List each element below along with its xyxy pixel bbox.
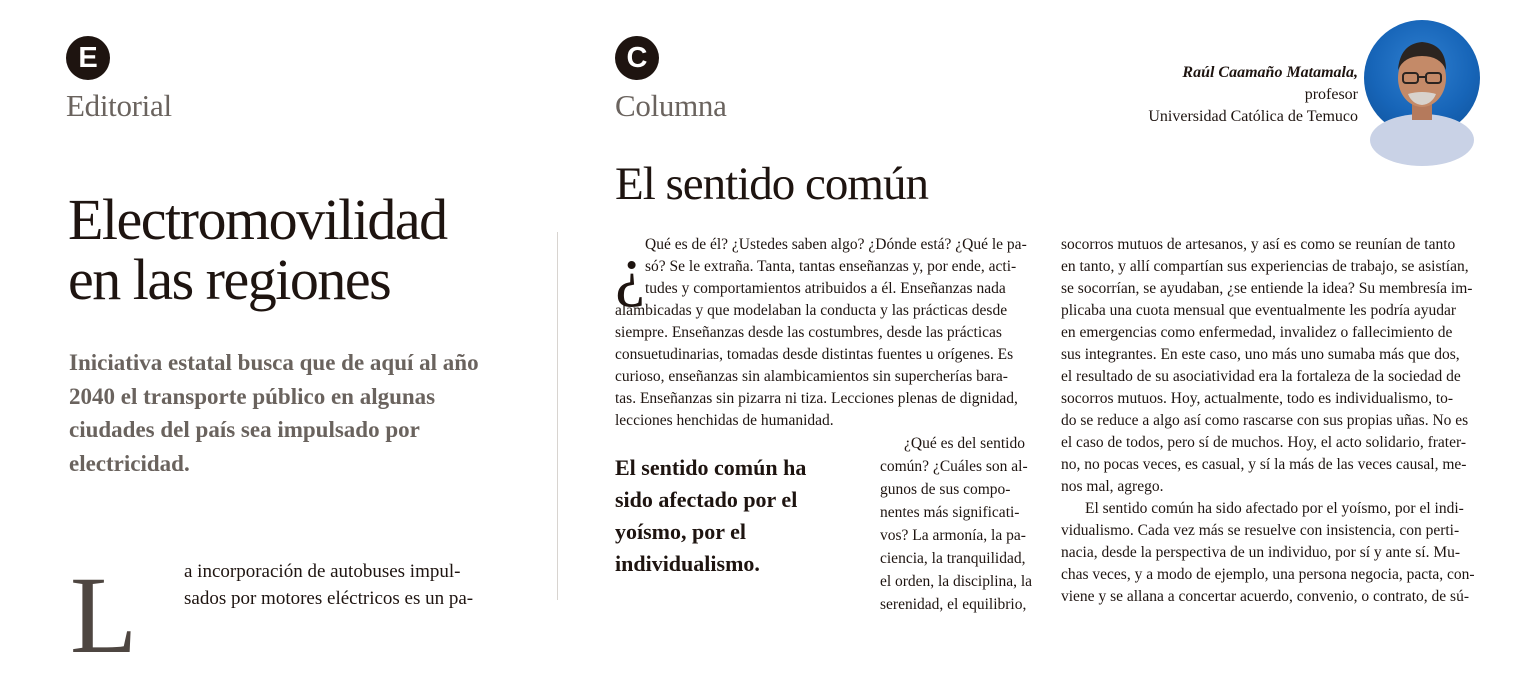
- narrow-line: común? ¿Cuáles son al-: [880, 458, 1028, 475]
- right-line: plicaba una cuota mensual que eventualmente les podría ayudar: [1061, 302, 1457, 319]
- column-divider: [557, 232, 558, 600]
- column-intro-text: [645, 234, 1032, 300]
- author-portrait-icon: [1364, 20, 1480, 136]
- author-avatar: [1364, 20, 1480, 136]
- right-line: el resultado de su asociatividad era la fortaleza de la sociedad de: [1061, 368, 1461, 385]
- body-line: consuetudinarias, tomadas desde distintas fuentes u orígenes. Es: [615, 346, 1014, 363]
- intro-line: tudes y comportamientos atribuidos a él. Enseñanzas nada: [645, 280, 1006, 297]
- narrow-line: nentes más significati-: [880, 504, 1020, 521]
- subhead-line: ciudades del país sea impulsado por: [69, 417, 420, 442]
- narrow-line: ¿Qué es del sentido: [904, 435, 1025, 452]
- pull-quote-line: individualismo.: [615, 551, 760, 576]
- editorial-badge: E: [66, 36, 110, 80]
- subhead-line: Iniciativa estatal busca que de aquí al año: [69, 350, 479, 375]
- headline-line: en las regiones: [68, 247, 391, 312]
- right-line: se socorrían, se ayudaban, ¿se entiende la idea? Su membresía im-: [1061, 280, 1473, 297]
- author-affiliation: Universidad Católica de Temuco: [1148, 108, 1358, 125]
- lead-line: a incorporación de autobuses impul-: [184, 561, 461, 582]
- body-line: siempre. Enseñanzas desde las costumbres, desde las prácticas: [615, 324, 1002, 341]
- subhead-line: electricidad.: [69, 450, 190, 476]
- lead-line: sados por motores eléctricos es un pa-: [184, 588, 474, 609]
- body-line: tas. Enseñanzas sin pizarra ni tiza. Lecciones plenas de dignidad,: [615, 390, 1018, 407]
- body-line: lecciones henchidas de humanidad.: [615, 412, 834, 429]
- right-line: el caso de todos, pero sí de muchos. Hoy, el acto solidario, frater-: [1061, 434, 1467, 451]
- body-line: alambicadas y que modelaban la conducta y las prácticas desde: [615, 302, 1008, 319]
- right-line: sus integrantes. En este caso, uno más uno sumaba más que dos,: [1061, 346, 1460, 363]
- subhead-line: 2040 el transporte público en algunas: [69, 383, 436, 409]
- pull-quote: [615, 452, 850, 580]
- narrow-line: el orden, la disciplina, la: [880, 573, 1032, 590]
- column-right-text: [1061, 234, 1479, 608]
- column-drop-glyph: ¿: [615, 232, 646, 308]
- column-body-text-a: [615, 300, 1032, 432]
- narrow-line: gunos de sus compo-: [880, 481, 1011, 498]
- right-line: no, no pocas veces, es casual, y sí la más de las veces causal, me-: [1061, 456, 1467, 473]
- narrow-line: vos? La armonía, la pa-: [880, 527, 1026, 544]
- column-badge: C: [615, 36, 659, 80]
- column-narrow-text: [880, 432, 1032, 616]
- pull-quote-line: El sentido común ha: [615, 455, 807, 480]
- intro-line: só? Se le extraña. Tanta, tantas enseñanzas y, por ende, acti-: [645, 258, 1017, 275]
- right-line: chas veces, y a modo de ejemplo, una persona negocia, pacta, con-: [1061, 566, 1475, 583]
- editorial-dropcap: L: [70, 554, 138, 676]
- section-label-column: Columna: [615, 88, 727, 123]
- right-line: nacia, desde la perspectiva de un individuo, por sí y ante sí. Mu-: [1061, 544, 1461, 561]
- author-byline: [1148, 62, 1358, 128]
- narrow-line: serenidad, el equilibrio,: [880, 596, 1027, 613]
- editorial-lead-text: [184, 558, 524, 612]
- right-line: El sentido común ha sido afectado por el yoísmo, por el indi-: [1085, 500, 1464, 517]
- editorial-subhead: [69, 346, 539, 480]
- intro-line: Qué es de él? ¿Ustedes saben algo? ¿Dónde está? ¿Qué le pa-: [645, 236, 1027, 253]
- body-line: curioso, enseñanzas sin alambicamientos sin supercherías bara-: [615, 368, 1008, 385]
- section-label-editorial: Editorial: [66, 88, 172, 123]
- pull-quote-line: sido afectado por el: [615, 487, 798, 512]
- right-line: viene y se allana a concertar acuerdo, convenio, o contrato, de sú-: [1061, 588, 1469, 605]
- column-title: El sentido común: [615, 158, 928, 210]
- right-line: socorros mutuos de artesanos, y así es como se reunían de tanto: [1061, 236, 1456, 253]
- headline-line: Electromovilidad: [68, 187, 447, 252]
- right-line: do se reduce a algo así como rascarse con sus propias uñas. No es: [1061, 412, 1469, 429]
- right-line: nos mal, agrego.: [1061, 478, 1164, 495]
- right-line: socorros mutuos. Hoy, actualmente, todo es individualismo, to-: [1061, 390, 1454, 407]
- author-role: profesor: [1304, 86, 1358, 103]
- right-line: en emergencias como enfermedad, invalidez o fallecimiento de: [1061, 324, 1453, 341]
- right-line: vidualismo. Cada vez más se resuelve con insistencia, con perti-: [1061, 522, 1460, 539]
- pull-quote-line: yoísmo, por el: [615, 519, 746, 544]
- author-name: Raúl Caamaño Matamala,: [1182, 64, 1358, 81]
- narrow-line: ciencia, la tranquilidad,: [880, 550, 1026, 567]
- editorial-headline: [68, 187, 538, 312]
- right-line: en tanto, y allí compartían sus experiencias de trabajo, se asistían,: [1061, 258, 1469, 275]
